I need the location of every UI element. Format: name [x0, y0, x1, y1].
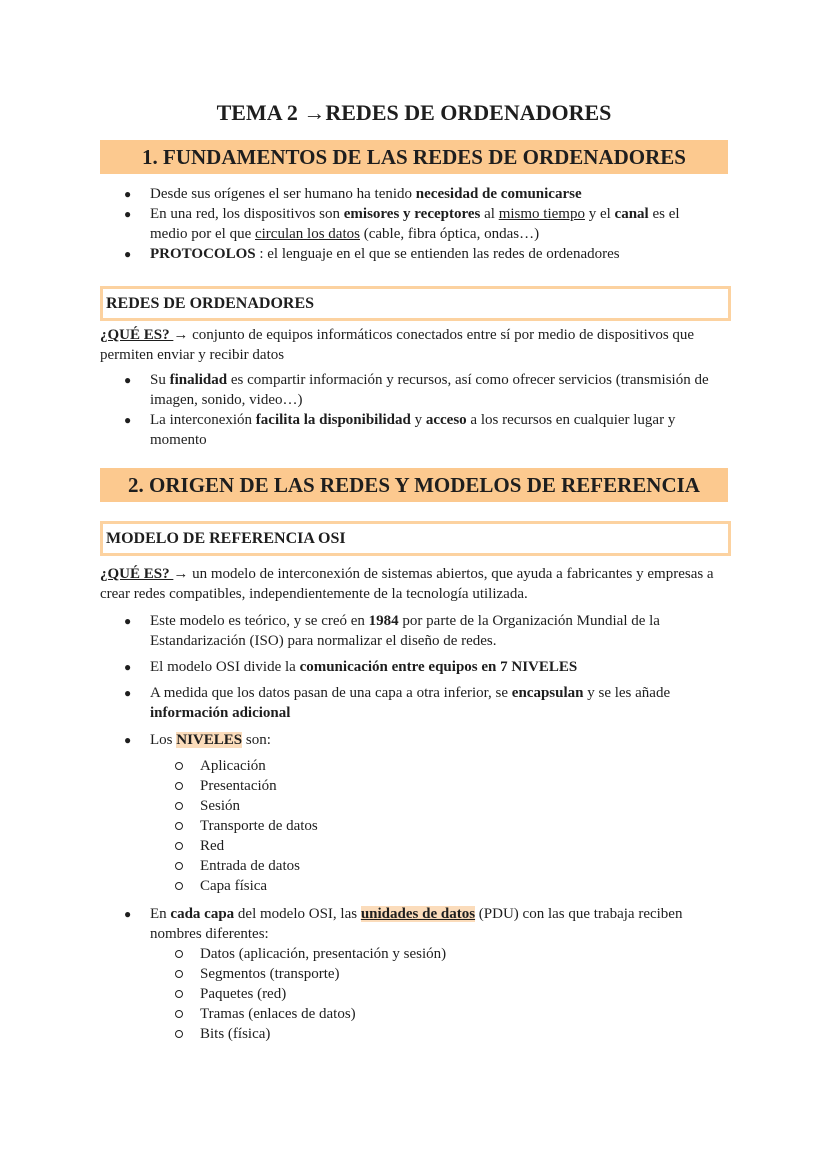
text: → un modelo de interconexión de sistemas abiertos, que ayuda a fabricantes y empresas a	[173, 566, 714, 582]
pdu-item: Datos (aplicación, presentación y sesión)	[200, 946, 447, 962]
text: al	[480, 206, 499, 222]
circle-bullet-icon	[175, 990, 183, 998]
nivel-item: Presentación	[200, 778, 277, 794]
page-title: TEMA 2 →REDES DE ORDENADORES	[216, 100, 612, 125]
nivel-item: Aplicación	[200, 758, 266, 774]
pdu-item: Bits (física)	[200, 1026, 271, 1042]
text: Este modelo es teórico, y se creó en	[150, 613, 369, 629]
text: es compartir información y recursos, así como ofrecer servicios (transmisión de	[227, 372, 709, 388]
circle-bullet-icon	[175, 782, 183, 790]
pdu-item: Paquetes (red)	[200, 986, 287, 1002]
text: Desde sus orígenes el ser humano ha tenido	[150, 186, 416, 202]
bold-text: acceso	[425, 412, 467, 428]
bullet-icon: ●	[124, 686, 132, 700]
text: A medida que los datos pasan de una capa a otra inferior, se	[150, 685, 512, 701]
text: Los	[150, 732, 177, 748]
circle-bullet-icon	[175, 842, 183, 850]
osi-bullet-2	[150, 657, 577, 677]
text: por parte de la Organización Mundial de la	[398, 613, 660, 629]
circle-bullet-icon	[175, 1010, 183, 1018]
osi-bullet-1-cont: Estandarización (ISO) para normalizar el diseño de redes.	[150, 633, 497, 649]
osi-bullet-4	[150, 730, 271, 750]
bold-text: cada capa	[170, 906, 235, 922]
circle-bullet-icon	[175, 762, 183, 770]
text: a los recursos en cualquier lugar y	[466, 412, 676, 428]
section-1-heading: 1. FUNDAMENTOS DE LAS REDES DE ORDENADORES	[100, 140, 728, 174]
pdu-item: Tramas (enlaces de datos)	[200, 1006, 356, 1022]
text: es el	[648, 206, 680, 222]
question-label: ¿QUÉ ES?	[100, 327, 174, 343]
nivel-item: Entrada de datos	[200, 858, 300, 874]
bullet-icon: ●	[124, 660, 132, 674]
highlighted-text: NIVELES	[176, 732, 243, 748]
circle-bullet-icon	[175, 1030, 183, 1038]
underlined-text: mismo tiempo	[498, 206, 585, 222]
question-label: ¿QUÉ ES?	[100, 566, 174, 582]
bullet-icon: ●	[124, 247, 132, 261]
s1-bullet-2	[150, 204, 680, 224]
text: y	[410, 412, 426, 428]
text: son:	[242, 732, 271, 748]
redes-heading: REDES DE ORDENADORES	[100, 286, 731, 321]
redes-definition-cont: permiten enviar y recibir datos	[100, 347, 285, 363]
text: (cable, fibra óptica, ondas…)	[359, 226, 540, 242]
underlined-text: circulan los datos	[254, 226, 360, 242]
circle-bullet-icon	[175, 822, 183, 830]
redes-bullet-1	[150, 370, 709, 390]
bold-text: facilita la disponibilidad	[255, 412, 411, 428]
text: La interconexión	[150, 412, 256, 428]
bullet-icon: ●	[124, 207, 132, 221]
circle-bullet-icon	[175, 882, 183, 890]
bold-text: canal	[614, 206, 649, 222]
bullet-icon: ●	[124, 373, 132, 387]
osi-bullet-3-cont: información adicional	[150, 705, 291, 721]
text: → conjunto de equipos informáticos conectados entre sí por medio de dispositivos que	[173, 327, 695, 343]
osi-definition	[100, 564, 714, 584]
circle-bullet-icon	[175, 970, 183, 978]
text: En una red, los dispositivos son	[150, 206, 344, 222]
text: y el	[584, 206, 615, 222]
redes-bullet-2	[150, 410, 675, 430]
text: En	[150, 906, 171, 922]
text: Su	[150, 372, 170, 388]
text: El modelo OSI divide la	[150, 659, 300, 675]
bullet-icon: ●	[124, 907, 132, 921]
text: del modelo OSI, las	[234, 906, 361, 922]
nivel-item: Capa física	[200, 878, 268, 894]
section-2-heading: 2. ORIGEN DE LAS REDES Y MODELOS DE REFERENCIA	[100, 468, 728, 502]
circle-bullet-icon	[175, 862, 183, 870]
pdu-item: Segmentos (transporte)	[200, 966, 340, 982]
redes-bullet-1-cont: imagen, sonido, video…)	[150, 392, 303, 408]
bold-text: 1984	[368, 613, 399, 629]
text: : el lenguaje en el que se entienden las redes de ordenadores	[255, 246, 620, 262]
text: y se les añade	[583, 685, 671, 701]
osi-bullet-5-cont: nombres diferentes:	[150, 926, 269, 942]
bold-text: comunicación entre equipos en 7 NIVELES	[299, 659, 578, 675]
osi-bullet-3	[150, 683, 670, 703]
text: (PDU) con las que trabaja reciben	[475, 906, 683, 922]
bold-text: finalidad	[169, 372, 228, 388]
s1-bullet-3	[150, 244, 620, 264]
bold-text: emisores y receptores	[343, 206, 481, 222]
bullet-icon: ●	[124, 413, 132, 427]
bullet-icon: ●	[124, 614, 132, 628]
nivel-item: Sesión	[200, 798, 241, 814]
circle-bullet-icon	[175, 802, 183, 810]
osi-heading: MODELO DE REFERENCIA OSI	[100, 521, 731, 556]
text: medio por el que	[150, 226, 255, 242]
circle-bullet-icon	[175, 950, 183, 958]
nivel-item: Transporte de datos	[200, 818, 318, 834]
osi-bullet-1	[150, 611, 660, 631]
nivel-item: Red	[200, 838, 225, 854]
bullet-icon: ●	[124, 187, 132, 201]
osi-definition-cont: crear redes compatibles, independientemente de la tecnología utilizada.	[100, 586, 528, 602]
bullet-icon: ●	[124, 733, 132, 747]
bold-text: encapsulan	[511, 685, 584, 701]
redes-definition	[100, 325, 694, 345]
osi-bullet-5	[150, 904, 682, 924]
bold-text: PROTOCOLOS	[150, 246, 256, 262]
bold-text: necesidad de comunicarse	[415, 186, 582, 202]
s1-bullet-1	[150, 184, 582, 204]
s1-bullet-2-cont	[150, 224, 539, 244]
redes-bullet-2-cont: momento	[150, 432, 207, 448]
highlighted-text: unidades de datos	[360, 906, 476, 922]
